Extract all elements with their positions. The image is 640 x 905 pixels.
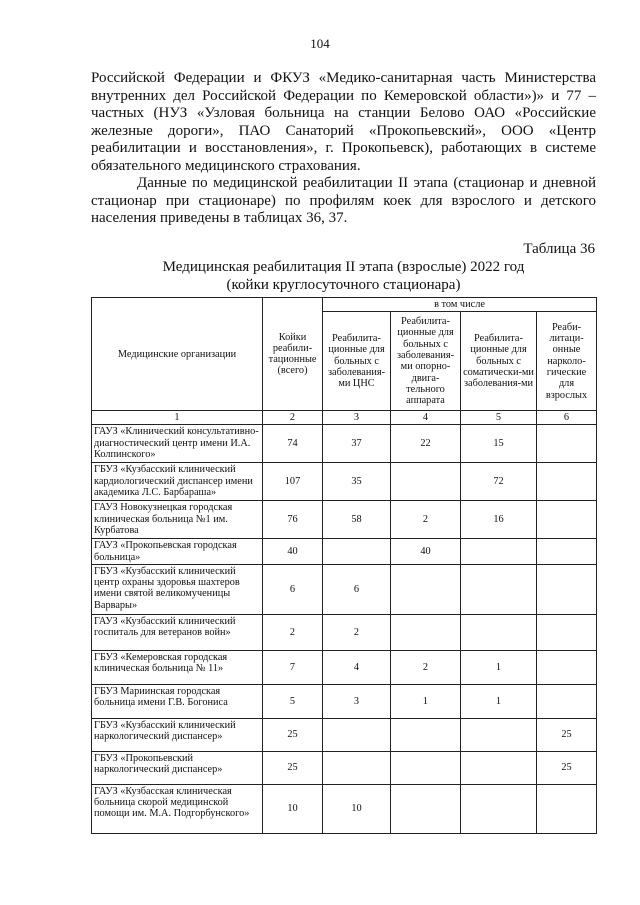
table-row — [92, 501, 597, 539]
beds-musculoskeletal: 22 — [391, 425, 461, 463]
table-row — [92, 564, 597, 614]
beds-somatic: 72 — [461, 463, 537, 501]
organization-name: ГБУЗ «Кузбасский клинический наркологический диспансер» — [92, 718, 263, 751]
page-number: 104 — [310, 36, 330, 51]
header-organizations: Медицинские организации — [92, 298, 263, 411]
body-paragraph-2: Данные по медицинской реабилитации II этапа (стационар и дневной стационар при стационаре) по профилям коек для взрослого и детского населения приведены в таблицах 36, 37. — [91, 175, 596, 227]
column-number: 1 — [92, 411, 263, 425]
table-row — [92, 684, 597, 718]
beds-narcological — [537, 463, 597, 501]
beds-total: 7 — [263, 650, 323, 684]
beds-musculoskeletal — [391, 718, 461, 751]
organization-name: ГБУЗ «Кемеровская городская клиническая больница № 11» — [92, 650, 263, 684]
organization-name: ГАУЗ «Кузбасский клинический госпиталь для ветеранов войн» — [92, 614, 263, 650]
beds-cns: 10 — [323, 784, 391, 833]
beds-narcological — [537, 501, 597, 539]
beds-total: 2 — [263, 614, 323, 650]
table-row — [92, 650, 597, 684]
beds-musculoskeletal: 2 — [391, 501, 461, 539]
table-row — [92, 751, 597, 784]
beds-narcological — [537, 614, 597, 650]
beds-total: 107 — [263, 463, 323, 501]
beds-total: 5 — [263, 684, 323, 718]
column-number-row — [92, 411, 597, 425]
table-row — [92, 463, 597, 501]
beds-cns: 4 — [323, 650, 391, 684]
beds-musculoskeletal — [391, 463, 461, 501]
beds-cns: 6 — [323, 564, 391, 614]
table-row — [92, 614, 597, 650]
beds-total: 76 — [263, 501, 323, 539]
beds-cns: 35 — [323, 463, 391, 501]
organization-name: ГАУЗ «Кузбасская клиническая больница скорой медицинской помощи им. М.А. Подгорбунского» — [92, 784, 263, 833]
header-in-that-number: в том числе — [323, 298, 597, 312]
beds-narcological — [537, 425, 597, 463]
beds-somatic — [461, 614, 537, 650]
beds-total: 40 — [263, 539, 323, 565]
column-number: 6 — [537, 411, 597, 425]
organization-name: ГАУЗ «Клинический консультативно-диагностический центр имени И.А. Колпинского» — [92, 425, 263, 463]
beds-somatic: 1 — [461, 650, 537, 684]
rehab-beds-table — [91, 297, 597, 834]
organization-name: ГБУЗ «Кузбасский клинический кардиологический диспансер имени академика Л.С. Барбараша» — [92, 463, 263, 501]
body-paragraph-1: Российской Федерации и ФКУЗ «Медико-санитарная часть Министерства внутренних дел Российской Федерации по Кемеровской области»)» и 77 – частных (НУЗ «Узловая больница на станции Белово ОАО «Российские железные дороги», ПАО Санаторий «Прокопьевский», ООО «Центр реабилитации и восстановления», г. Прокопьевск), работающих в системе обязательного медицинского страхования. — [91, 70, 596, 174]
beds-musculoskeletal: 40 — [391, 539, 461, 565]
beds-total: 6 — [263, 564, 323, 614]
beds-somatic — [461, 539, 537, 565]
beds-total: 25 — [263, 718, 323, 751]
beds-musculoskeletal — [391, 784, 461, 833]
table-title — [91, 259, 596, 294]
table-row — [92, 539, 597, 565]
beds-musculoskeletal: 2 — [391, 650, 461, 684]
beds-cns — [323, 718, 391, 751]
header-musculoskeletal: Реабилита-ционные для больных с заболевания-ми опорно-двига-тельного аппарата — [391, 312, 461, 411]
header-narcological: Реаби-литаци-онные нарколо-гические для взрослых — [537, 312, 597, 411]
table-row — [92, 784, 597, 833]
beds-narcological — [537, 650, 597, 684]
beds-somatic — [461, 751, 537, 784]
table-title-line-1: Медицинская реабилитация II этапа (взрослые) 2022 год — [162, 259, 525, 275]
beds-total: 25 — [263, 751, 323, 784]
beds-somatic — [461, 564, 537, 614]
beds-total: 74 — [263, 425, 323, 463]
organization-name: ГБУЗ «Прокопьевский наркологический диспансер» — [92, 751, 263, 784]
header-cns: Реабилита-ционные для больных с заболевания-ми ЦНС — [323, 312, 391, 411]
beds-musculoskeletal — [391, 751, 461, 784]
beds-total: 10 — [263, 784, 323, 833]
beds-narcological — [537, 784, 597, 833]
beds-somatic: 15 — [461, 425, 537, 463]
table-title-line-2: (койки круглосуточного стационара) — [226, 276, 461, 293]
beds-narcological — [537, 684, 597, 718]
beds-musculoskeletal — [391, 614, 461, 650]
table-row — [92, 718, 597, 751]
column-number: 5 — [461, 411, 537, 425]
table-row — [92, 425, 597, 463]
beds-cns — [323, 751, 391, 784]
beds-musculoskeletal: 1 — [391, 684, 461, 718]
beds-narcological — [537, 564, 597, 614]
beds-narcological: 25 — [537, 718, 597, 751]
beds-musculoskeletal — [391, 564, 461, 614]
organization-name: ГБУЗ Мариинская городская больница имени Г.В. Богониса — [92, 684, 263, 718]
beds-narcological — [537, 539, 597, 565]
column-number: 2 — [263, 411, 323, 425]
column-number: 4 — [391, 411, 461, 425]
table-label: Таблица 36 — [523, 241, 595, 257]
beds-cns: 37 — [323, 425, 391, 463]
beds-cns: 3 — [323, 684, 391, 718]
header-beds-total: Койки реабили-тационные (всего) — [263, 298, 323, 411]
beds-somatic: 1 — [461, 684, 537, 718]
header-somatic: Реабилита-ционные для больных с соматически-ми заболевания-ми — [461, 312, 537, 411]
beds-cns: 2 — [323, 614, 391, 650]
beds-somatic — [461, 784, 537, 833]
organization-name: ГБУЗ «Кузбасский клинический центр охраны здоровья шахтеров имени святой великомученицы Варвары» — [92, 564, 263, 614]
column-number: 3 — [323, 411, 391, 425]
beds-somatic — [461, 718, 537, 751]
organization-name: ГАУЗ Новокузнецкая городская клиническая больница №1 им. Курбатова — [92, 501, 263, 539]
beds-somatic: 16 — [461, 501, 537, 539]
beds-cns — [323, 539, 391, 565]
organization-name: ГАУЗ «Прокопьевская городская больница» — [92, 539, 263, 565]
beds-cns: 58 — [323, 501, 391, 539]
beds-narcological: 25 — [537, 751, 597, 784]
